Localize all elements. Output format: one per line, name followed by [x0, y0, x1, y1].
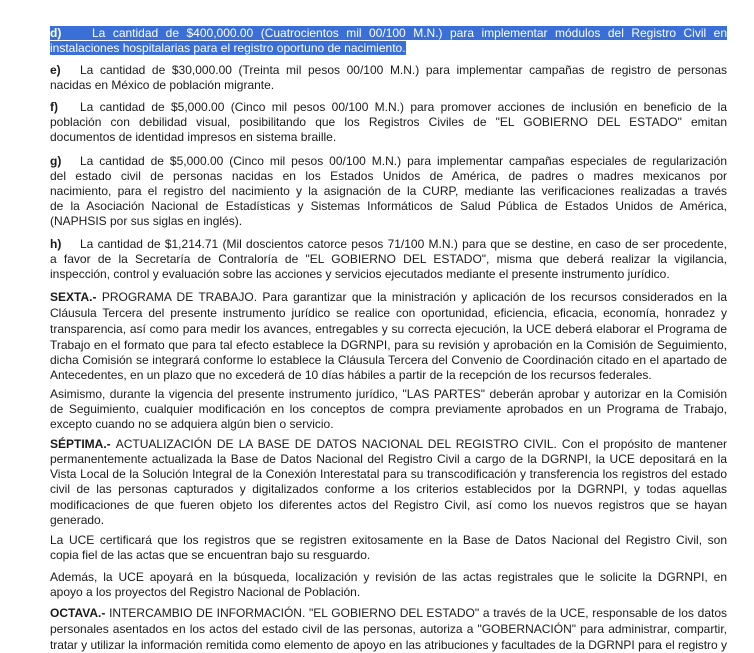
sexta-heading: SEXTA.- [50, 290, 97, 304]
item-e-label: e) [50, 63, 61, 77]
septima-line-3: Vista Local de la Solución Integral de la Conexión Interestatal para su transcodificación y transferencia los registros del estado [50, 467, 727, 481]
item-g-line-5: (NAPHSIS por sus siglas en inglés). [50, 214, 243, 228]
item-g-line-1: g) La cantidad de $5,000.00 (Cinco mil pesos 00/100 M.N.) para implementar campañas especiales de regularización [50, 154, 727, 168]
septima-line-1: SÉPTIMA.- ACTUALIZACIÓN DE LA BASE DE DATOS NACIONAL DEL REGISTRO CIVIL. Con el propósito de mantener [50, 437, 727, 451]
item-e-line-1: e) La cantidad de $30,000.00 (Treinta mil pesos 00/100 M.N.) para implementar campañas de registro de personas [50, 63, 727, 77]
septima-para2-line-2: copia fiel de las actas que se encuentran bajo su resguardo. [50, 548, 371, 562]
octava-line-2: personales asentados en los actos del estado civil de las personas, autoriza a "GOBERNACIÓN" para administrar, compartir, [50, 622, 727, 636]
sexta-para2-line-1: Asimismo, durante la vigencia del presente instrumento jurídico, "LAS PARTES" deberán aprobar y autorizar en la Comisión [50, 387, 727, 401]
item-g-label: g) [50, 154, 62, 168]
item-f-label: f) [50, 100, 58, 114]
item-h-line-1: h) La cantidad de $1,214.71 (Mil doscientos catorce pesos 71/100 M.N.) para que se destine, en caso de ser procedente, [50, 237, 727, 251]
septima-para2-line-1: La UCE certificará que los registros que se registren exitosamente en la Base de Datos Nacional del Registro Civil, son [50, 533, 727, 547]
item-g-line-3: nacimiento, para el registro del nacimiento y la asignación de la CURP, mediante las verificaciones realizadas a través [50, 184, 727, 198]
item-f-line-3: documentos de identidad impresos en sistema braille. [50, 130, 337, 144]
item-h-label: h) [50, 237, 62, 251]
sexta-line-5: dicha Comisión se integrará conforme lo establece la Cláusula Tercera del Convenio de Coordinación citado en el apartado de [50, 353, 727, 367]
item-f-line-1: f) La cantidad de $5,000.00 (Cinco mil pesos 00/100 M.N.) para promover acciones de inclusión en beneficio de la [50, 100, 727, 114]
septima-heading: SÉPTIMA.- [50, 437, 111, 451]
sexta-line-1: SEXTA.- PROGRAMA DE TRABAJO. Para garantizar que la ministración y aplicación de los recursos considerados en la [50, 290, 727, 304]
septima-line-2: permanentemente actualizada la Base de Datos Nacional del Registro Civil a cargo de la DGRNPI, la UCE depositará en la [50, 452, 727, 466]
sexta-line-3: transparencia, así como para medir los avances, entregables y su correcta ejecución, la UCE deberá elaborar el Programa de [50, 322, 727, 336]
item-f-line-2: población con debilidad visual, posibilitando que los Registros Civiles de "EL GOBIERNO DEL ESTADO" emitan [50, 115, 727, 129]
septima-line-5: modificaciones de que fueren objeto los diferentes actos del Registro Civil, así como los nuevos registros que se hayan [50, 498, 727, 512]
octava-heading: OCTAVA.- [50, 606, 106, 620]
septima-line-4: civil de las personas capturados y digitalizados conforme a los criterios establecidos por la DGRNPI, y todas aquellas [50, 482, 727, 496]
item-g-line-2: del estado civil de personas nacidas en los Estados Unidos de América, de padres o madres mexicanos por [50, 169, 727, 183]
sexta-line-2: Cláusula Tercera del presente instrumento jurídico se realice con oportunidad, eficiencia, eficacia, economía, honradez y [50, 306, 727, 320]
septima-para3-line-2: apoyo a los proyectos del Registro Nacional de Población. [50, 585, 361, 599]
item-h-line-2: a favor de la Secretaría de Contraloría de "EL GOBIERNO DEL ESTADO", misma que deberá realizar la vigilancia, [50, 252, 727, 266]
item-e-line-2: nacidas en México de población migrante. [50, 78, 275, 92]
octava-line-3: tratar y utilizar la información remitida como elemento de apoyo en las atribuciones y facultades de la DGRNPI para el registro y [50, 638, 727, 652]
item-h-line-3: inspección, control y evaluación sobre las acciones y servicios ejecutados mediante el presente instrumento jurídico. [50, 267, 670, 281]
item-d-line-2: instalaciones hospitalarias para el registro oportuno de nacimiento. [50, 41, 406, 55]
sexta-line-4: Trabajo en el formato que para tal efecto establece la DGRNPI, para su revisión y aprobación en la Comisión de Seguimiento, [50, 338, 727, 352]
sexta-line-6: Antecedentes, en un plazo que no excederá de 10 días hábiles a partir de la recepción de los recursos federales. [50, 368, 652, 382]
item-d-label: d) [50, 26, 62, 40]
septima-line-6: generado. [50, 513, 105, 527]
sexta-para2-line-3: excepto cuando no se adquiera algún bien o servicio. [50, 417, 334, 431]
item-d-line-1: d) La cantidad de $400,000.00 (Cuatrocientos mil 00/100 M.N.) para implementar módulos del Registro Civil en [50, 26, 727, 40]
septima-para3-line-1: Además, la UCE apoyará en la búsqueda, localización y revisión de las actas registrales que le solicite la DGRNPI, en [50, 570, 727, 584]
sexta-para2-line-2: de Seguimiento, cualquier modificación en los conceptos de compra previamente aprobados en un Programa de Trabajo, [50, 402, 727, 416]
octava-line-1: OCTAVA.- INTERCAMBIO DE INFORMACIÓN. "EL GOBIERNO DEL ESTADO" a través de la UCE, responsable de los datos [50, 606, 727, 620]
item-g-line-4: de la Asociación Nacional de Estadísticas y Sistemas Informáticos de Salud Pública de Estados Unidos de América, [50, 199, 727, 213]
